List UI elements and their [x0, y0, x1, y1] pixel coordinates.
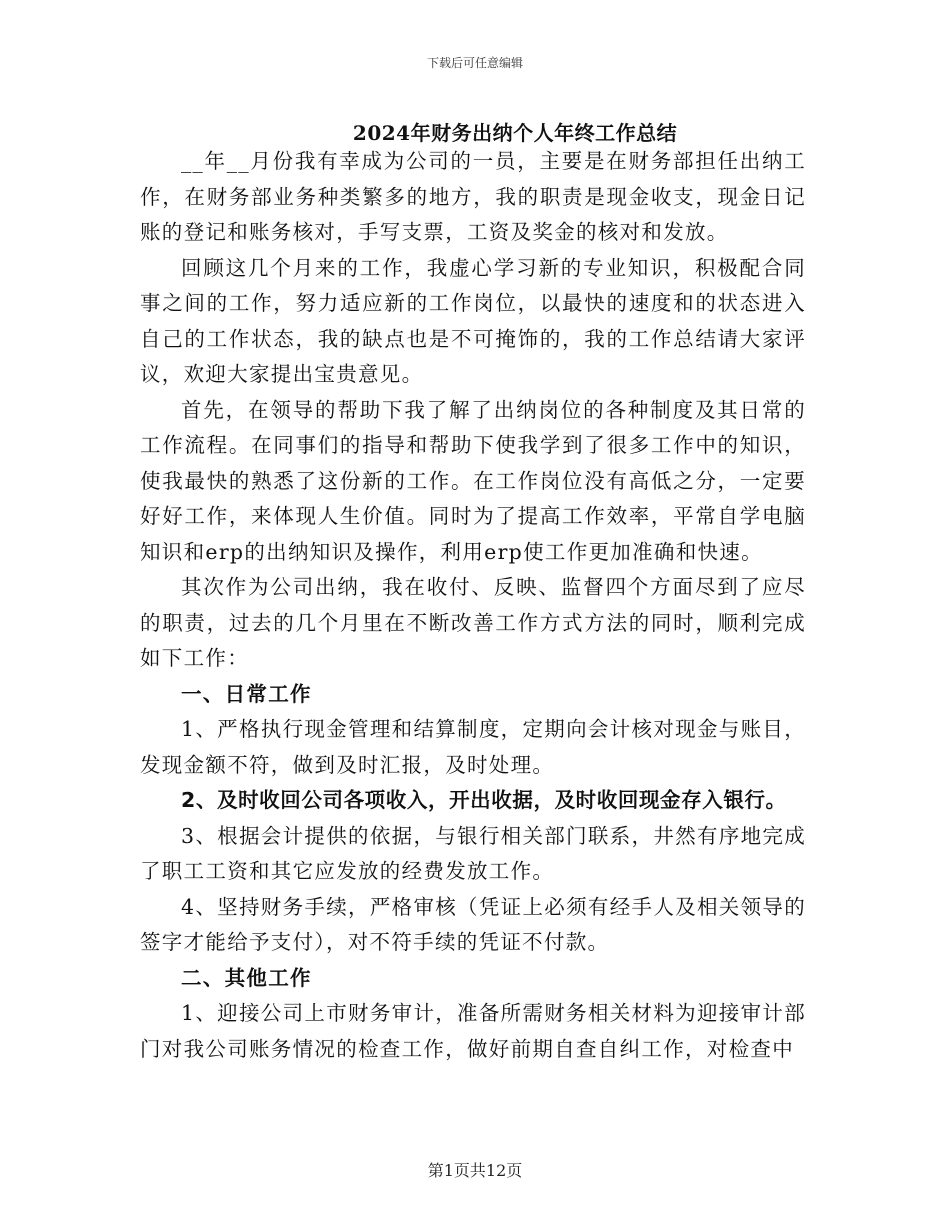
download-edit-note: 下载后可任意编辑 [426, 56, 523, 70]
document-title: 2024年财务出纳个人年终工作总结 [352, 121, 678, 145]
paragraph: 首先，在领导的帮助下我了解了出纳岗位的各种制度及其日常的工作流程。在同事们的指导和帮助下使我学到了很多工作中的知识，使我最快的熟悉了这份新的工作。在工作岗位没有高低之分，一定要好好工作，来体现人生价值。同时为了提高工作效率，平常自学电脑知识和erp的出纳知识及操作，利用erp使工作更加准确和快速。 [140, 397, 806, 564]
section-heading-daily-work: 一、日常工作 [181, 681, 312, 706]
list-item: 1、迎接公司上市财务审计，准备所需财务相关材料为迎接审计部门对我公司账务情况的检查工作，做好前期自查自纠工作，对检查中 [140, 1001, 806, 1061]
list-item: 3、根据会计提供的依据，与银行相关部门联系，井然有序地完成了职工工资和其它应发放的经费发放工作。 [140, 823, 806, 883]
page-indicator: 第1页共12页 [427, 1161, 523, 1180]
list-item: 1、严格执行现金管理和结算制度，定期向会计核对现金与账目，发现金额不符，做到及时汇报，及时处理。 [140, 717, 806, 777]
list-item: 4、坚持财务手续，严格审核（凭证上必须有经手人及相关领导的签字才能给予支付），对不符手续的凭证不付款。 [140, 894, 806, 954]
list-item: 2、及时收回公司各项收入，开出收据，及时收回现金存入银行。 [181, 788, 787, 812]
section-heading-other-work: 二、其他工作 [181, 965, 312, 990]
paragraph: __年__月份我有幸成为公司的一员，主要是在财务部担任出纳工作，在财务部业务种类繁多的地方，我的职责是现金收支，现金日记账的登记和账务核对，手写支票，工资及奖金的核对和发放。 [140, 149, 806, 244]
paragraph: 回顾这几个月来的工作，我虚心学习新的专业知识，积极配合同事之间的工作，努力适应新的工作岗位，以最快的速度和的状态进入自己的工作状态，我的缺点也是不可掩饰的，我的工作总结请大家评议，欢迎大家提出宝贵意见。 [140, 255, 806, 386]
document-body [140, 144, 806, 1067]
paragraph: 其次作为公司出纳，我在收付、反映、监督四个方面尽到了应尽的职责，过去的几个月里在不断改善工作方式方法的同时，顺利完成如下工作： [140, 575, 806, 670]
